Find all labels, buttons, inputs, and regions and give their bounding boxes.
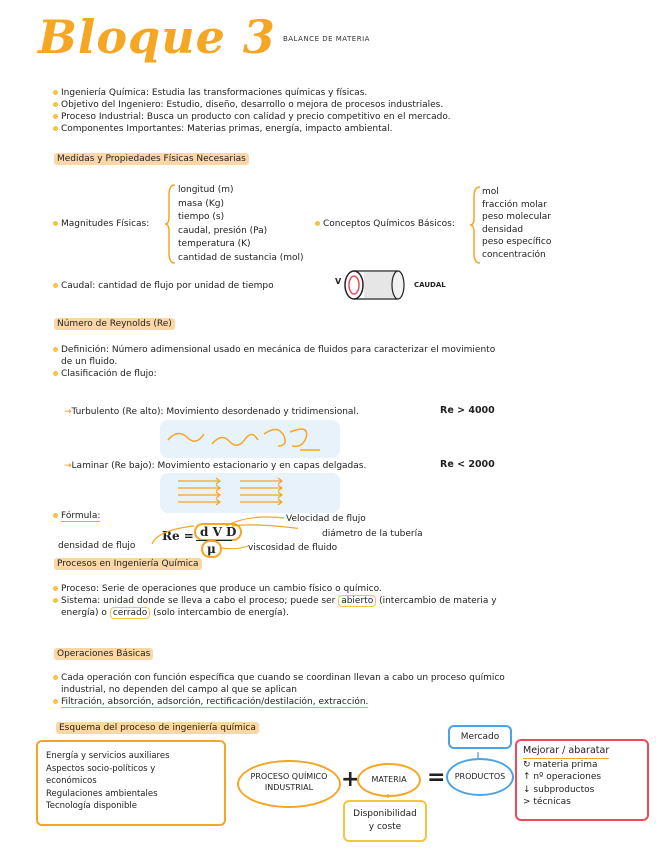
list-item: ↑ nº operaciones [523,772,602,782]
procesos-list: Proceso: Serie de operaciones que produce un cambio físico o químico. Sistema: unidad donde se lleva a cabo el proceso; puede ser abierto (intercambio de materia y energía) o cerrado (solo intercambio de energía). [53,583,497,619]
list-item: temperatura (K) [178,239,251,249]
list-item: caudal, presión (Pa) [178,225,268,236]
list-item: fracción molar [482,199,547,210]
list-item: mol [482,187,499,197]
formula-numerator: d V D [194,523,242,541]
bullet-icon [53,221,58,226]
velocidad-label: Velocidad de flujo [286,514,366,524]
list-item: económicos [46,776,97,786]
conceptos-label: Conceptos Químicos Básicos: [315,218,455,230]
densidad-label: densidad de flujo [58,541,136,551]
factors-box [36,740,226,826]
viscosidad-label: viscosidad de fluido [248,543,338,553]
diametro-label: diámetro de la tubería [322,529,423,539]
magnitudes-label: Magnitudes Físicas: [53,218,149,230]
list-item: Regulaciones ambientales [46,788,158,799]
bullet-icon [53,283,58,288]
formula-denominator: μ [201,540,222,558]
plus-sign: + [341,767,360,792]
cerrado-term: cerrado [110,607,150,619]
section-heading-reynolds: Número de Reynolds (Re) [54,318,175,330]
turbulento-value: Re > 4000 [440,405,495,416]
operaciones-list: Cada operación con función específica que cuando se coordinan llevan a cabo un proceso químico industrial, no dependen del campo al que se aplican Filtración, absorción, adsorción, rectificación/destilación, extracción. [53,672,505,708]
list-item: masa (Kg) [178,198,224,209]
equals-sign: = [427,765,446,790]
bullet-icon [53,114,58,119]
bullet-icon [53,675,58,680]
page-subtitle: BALANCE DE MATERIA [283,35,370,43]
list-item: Objetivo del Ingeniero: Estudio, diseño, desarrollo o mejora de procesos industriales. [53,99,451,111]
arrow-right-icon: → [64,461,72,471]
list-item: Energía y servicios auxiliares [46,751,170,761]
formula-label: Fórmula: [53,510,100,522]
laminar-value: Re < 2000 [440,459,495,470]
abierto-term: abierto [338,595,376,607]
bullet-icon [53,347,58,352]
turbulent-flow-icon [160,420,340,458]
list-item: ↓ subproductos [523,784,595,795]
section-heading-procesos: Procesos en Ingeniería Química [54,558,202,570]
turbulento-text: →Turbulento (Re alto): Movimiento desordenado y tridimensional. [64,407,359,417]
list-item: Tecnología disponible [46,801,137,811]
formula-re: Re = [162,529,194,543]
mercado-box: Mercado [448,725,512,749]
list-item: > técnicas [523,797,571,807]
bullet-icon [53,699,58,704]
magnitudes-list [178,184,304,265]
list-item: Proceso Industrial: Busca un producto con calidad y precio competitivo en el mercado. [53,111,451,123]
list-item: Cada operación con función específica que cuando se coordinan llevan a cabo un proceso químico [53,672,505,684]
list-item: Aspectos socio-políticos y [46,763,156,774]
list-item: Proceso: Serie de operaciones que produce un cambio físico o químico. [53,583,497,595]
list-item: tiempo (s) [178,212,225,222]
intro-list [53,87,451,135]
bullet-icon [53,586,58,591]
list-item: Ingeniería Química: Estudia las transformaciones químicas y físicas. [53,87,451,99]
caudal-definition: Caudal: cantidad de flujo por unidad de tiempo [53,280,274,292]
list-item: ↻ materia prima [523,759,598,770]
materia-oval: MATERIA [357,763,421,797]
list-item: peso molecular [482,212,551,222]
mejorar-box [515,739,649,821]
chevron-right-icon: > [523,797,531,807]
list-item: longitud (m) [178,185,234,195]
disponibilidad-box: Disponibilidad y coste [343,800,427,842]
brace-icon [470,185,482,265]
bullet-icon [53,513,58,518]
cycle-icon: ↻ [523,759,531,770]
list-item: concentración [482,249,546,260]
section-heading-medidas: Medidas y Propiedades Físicas Necesarias [54,153,249,165]
bullet-icon [53,126,58,131]
list-item: peso específico [482,237,552,247]
page-title: Bloque 3 [38,10,276,64]
list-item: Sistema: unidad donde se lleva a cabo el proceso; puede ser abierto (intercambio de materia y [53,595,497,607]
section-heading-esquema: Esquema del proceso de ingeniería química [56,722,259,734]
caudal-label: CAUDAL [414,281,446,289]
reynolds-definition: Definición: Número adimensional usado en mecánica de fluidos para caracterizar el movimiento de un fluido. Clasificación de flujo: [53,344,495,380]
arrow-down-icon: ↓ [523,784,531,795]
laminar-text: →Laminar (Re bajo): Movimiento estacionario y en capas delgadas. [64,461,367,471]
section-heading-operaciones: Operaciones Básicas [54,648,153,660]
list-item: densidad [482,224,524,235]
list-item: cantidad de sustancia (mol) [178,252,304,263]
list-item: Filtración, absorción, adsorción, rectificación/destilación, extracción. [53,696,505,708]
bullet-icon [53,371,58,376]
arrow-right-icon: → [64,407,72,417]
caudal-v: V [335,277,342,286]
bullet-icon [53,90,58,95]
bullet-icon [53,598,58,603]
bullet-icon [53,102,58,107]
mejorar-title: Mejorar / abaratar [523,745,609,759]
arrow-up-icon: ↑ [523,772,531,782]
laminar-flow-icon [160,473,340,513]
proceso-oval: PROCESO QUÍMICO INDUSTRIAL [237,760,341,808]
list-item: Componentes Importantes: Materias primas, energía, impacto ambiental. [53,123,451,135]
brace-icon [165,183,177,265]
bullet-icon [315,221,320,226]
pipe-icon [340,268,410,302]
productos-oval: PRODUCTOS [446,758,514,796]
conceptos-list [482,186,551,261]
